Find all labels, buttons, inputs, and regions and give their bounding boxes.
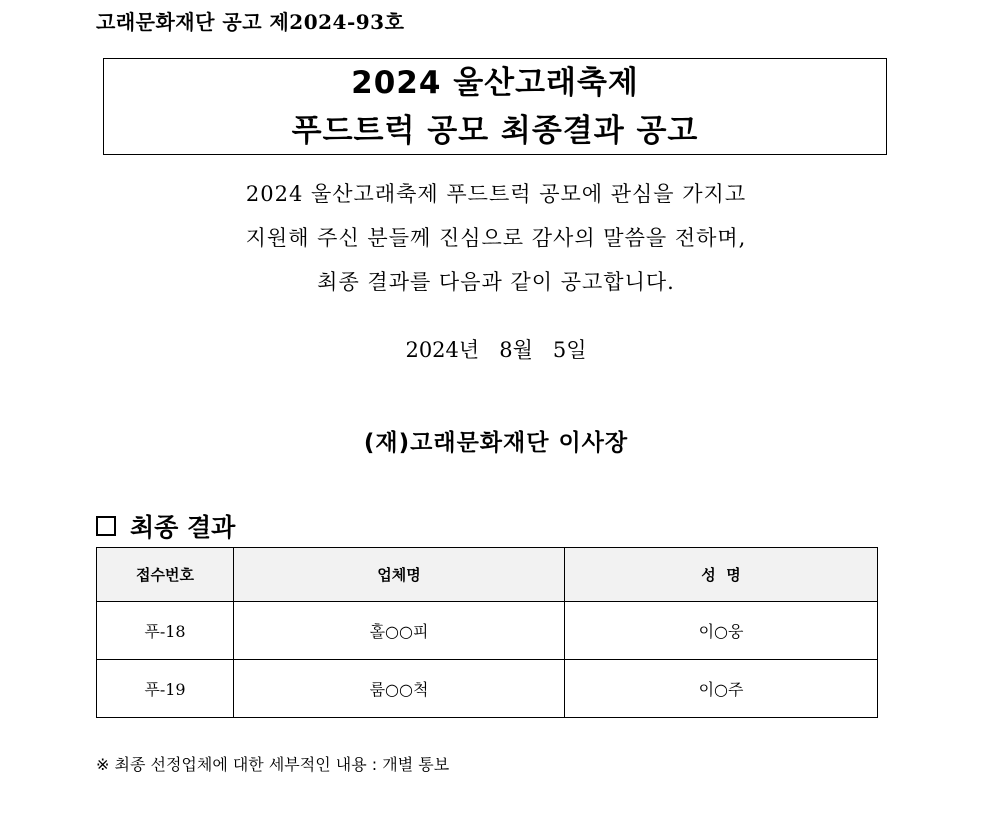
table-header-row <box>97 548 878 602</box>
header-company-name: 업체명 <box>234 548 565 602</box>
section-heading-text: 최종 결과 <box>130 513 236 542</box>
issuer: (재)고래문화재단 이사장 <box>363 430 629 456</box>
cell-company-name: 룸○○척 <box>234 660 565 718</box>
section-heading <box>96 508 235 544</box>
cell-receipt-number: 푸-18 <box>97 602 234 660</box>
results-table <box>96 547 878 718</box>
title-line-2: 푸드트럭 공모 최종결과 공고 <box>291 113 699 149</box>
notice-number: 고래문화재단 공고 제2024-93호 <box>96 10 405 34</box>
intro-paragraph <box>0 172 992 304</box>
intro-line-3: 최종 결과를 다음과 같이 공고합니다. <box>317 270 675 294</box>
title-box <box>103 58 887 155</box>
cell-person-name: 이○주 <box>565 660 878 718</box>
intro-line-2: 지원해 주신 분들께 진심으로 감사의 말씀을 전하며, <box>245 226 747 250</box>
table-row <box>97 660 878 718</box>
title-line-1: 2024 울산고래축제 <box>351 65 639 101</box>
announcement-date: 2024년 8월 5일 <box>405 338 587 362</box>
square-icon <box>96 516 116 536</box>
intro-line-1: 2024 울산고래축제 푸드트럭 공모에 관심을 가지고 <box>245 182 747 206</box>
cell-company-name: 홀○○피 <box>234 602 565 660</box>
table-row <box>97 602 878 660</box>
footnote: ※ 최종 선정업체에 대한 세부적인 내용 : 개별 통보 <box>96 755 450 774</box>
cell-person-name: 이○웅 <box>565 602 878 660</box>
header-receipt-number: 접수번호 <box>97 548 234 602</box>
header-person-name: 성 명 <box>565 548 878 602</box>
cell-receipt-number: 푸-19 <box>97 660 234 718</box>
